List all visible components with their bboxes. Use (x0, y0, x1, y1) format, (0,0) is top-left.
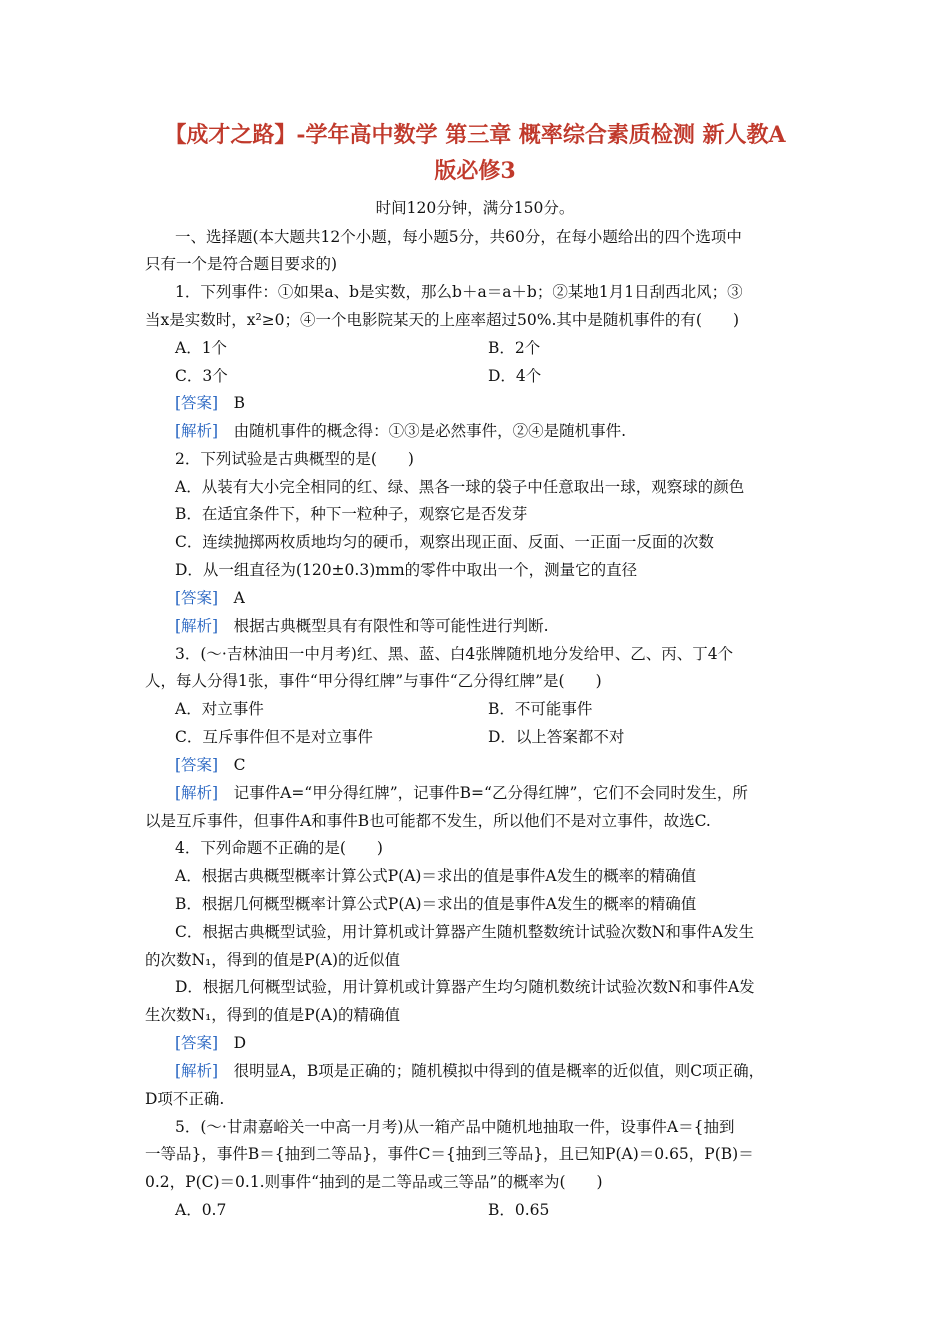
q2-option-c: C．连续抛掷两枚质地均匀的硬币，观察出现正面、反面、一正面一反面的次数 (175, 533, 714, 551)
q1-stem-line2: 当x是实数时，x²≥0；④一个电影院某天的上座率超过50%.其中是随机事件的有( ) (145, 311, 740, 329)
q5-stem-line2: 一等品}，事件B＝{抽到二等品}，事件C＝{抽到三等品}，且已知P(A)＝0.65，P(B)＝ (145, 1145, 754, 1163)
q4-answer-value: D (233, 1034, 247, 1052)
q4-option-d-line2: 生次数N₁，得到的值是P(A)的精确值 (145, 1006, 400, 1024)
q1-stem-line1: 1．下列事件：①如果a、b是实数，那么b＋a＝a＋b；②某地1月1日刮西北风；③ (175, 283, 743, 301)
q4-analysis-text1: 很明显A，B项是正确的；随机模拟中得到的值是概率的近似值，则C项正确， (233, 1062, 765, 1080)
section-heading-line2: 只有一个是符合题目要求的) (145, 255, 338, 273)
q1-answer-value: B (233, 394, 246, 412)
doc-title-line1: 【成才之路】-学年高中数学 第三章 概率综合素质检测 新人教A (164, 122, 786, 148)
q4-option-d-line1: D．根据几何概型试验，用计算机或计算器产生均匀随机数统计试验次数N和事件A发 (175, 978, 755, 996)
q3-option-d: D．以上答案都不对 (488, 728, 625, 746)
q5-stem-line3: 0.2，P(C)＝0.1.则事件“抽到的是二等品或三等品”的概率为( ) (145, 1173, 603, 1191)
q4-option-c-line2: 的次数N₁，得到的值是P(A)的近似值 (145, 951, 400, 969)
q4-option-a: A．根据古典概型概率计算公式P(A)＝求出的值是事件A发生的概率的精确值 (175, 867, 697, 885)
answer-tag: [答案] (175, 756, 219, 774)
analysis-tag: [解析] (175, 617, 219, 635)
q3-option-c: C．互斥事件但不是对立事件 (175, 728, 373, 746)
q4-analysis-line1 (175, 1060, 764, 1082)
q3-answer-value: C (233, 756, 246, 774)
q1-analysis-text: 由随机事件的概念得：①③是必然事件，②④是随机事件. (233, 422, 627, 440)
q4-option-c-line1: C．根据古典概型试验，用计算机或计算器产生随机整数统计试验次数N和事件A发生 (175, 923, 755, 941)
q3-stem-line2: 人，每人分得1张，事件“甲分得红牌”与事件“乙分得红牌”是( ) (145, 672, 602, 690)
q1-option-c: C．3个 (175, 367, 228, 385)
q2-answer (175, 587, 245, 609)
analysis-tag: [解析] (175, 1062, 219, 1080)
q3-option-a: A．对立事件 (175, 700, 264, 718)
q2-stem: 2．下列试验是古典概型的是( ) (175, 450, 414, 468)
q1-option-b: B．2个 (488, 339, 541, 357)
q5-stem-line1: 5．(～·甘肃嘉峪关一中高一月考)从一箱产品中随机地抽取一件，设事件A＝{抽到 (175, 1118, 735, 1136)
q3-analysis-line1 (175, 782, 748, 804)
q1-option-a: A．1个 (175, 339, 228, 357)
q2-analysis (175, 615, 549, 637)
q4-stem: 4．下列命题不正确的是( ) (175, 839, 383, 857)
analysis-tag: [解析] (175, 422, 219, 440)
q2-option-a: A．从装有大小完全相同的红、绿、黑各一球的袋子中任意取出一球，观察球的颜色 (175, 478, 745, 496)
exam-info: 时间120分钟，满分150分。 (375, 199, 575, 217)
q2-option-d: D．从一组直径为(120±0.3)mm的零件中取出一个，测量它的直径 (175, 561, 638, 579)
q5-option-a: A．0.7 (175, 1201, 227, 1219)
q2-analysis-text: 根据古典概型具有有限性和等可能性进行判断. (233, 617, 549, 635)
q5-option-b: B．0.65 (488, 1201, 550, 1219)
doc-title-line2: 版必修3 (434, 158, 516, 184)
q3-analysis-line2: 以是互斥事件，但事件A和事件B也可能都不发生，所以他们不是对立事件，故选C. (145, 812, 711, 830)
answer-tag: [答案] (175, 1034, 219, 1052)
q3-answer (175, 754, 246, 776)
q3-option-b: B．不可能事件 (488, 700, 593, 718)
q1-answer (175, 392, 245, 414)
q4-option-b: B．根据几何概型概率计算公式P(A)＝求出的值是事件A发生的概率的精确值 (175, 895, 697, 913)
answer-tag: [答案] (175, 394, 219, 412)
q3-analysis-text1: 记事件A=“甲分得红牌”，记事件B=“乙分得红牌”，它们不会同时发生，所 (233, 784, 748, 802)
q4-answer (175, 1032, 246, 1054)
q3-stem-line1: 3．(～·吉林油田一中月考)红、黑、蓝、白4张牌随机地分发给甲、乙、丙、丁4个 (175, 645, 734, 663)
q4-analysis-line2: D项不正确. (145, 1090, 225, 1108)
q1-option-d: D．4个 (488, 367, 542, 385)
answer-tag: [答案] (175, 589, 219, 607)
q2-answer-value: A (233, 589, 245, 607)
analysis-tag: [解析] (175, 784, 219, 802)
q2-option-b: B．在适宜条件下，种下一粒种子，观察它是否发芽 (175, 505, 528, 523)
q1-analysis (175, 420, 626, 442)
section-heading-line1: 一、选择题(本大题共12个小题，每小题5分，共60分，在每小题给出的四个选项中 (175, 228, 742, 246)
